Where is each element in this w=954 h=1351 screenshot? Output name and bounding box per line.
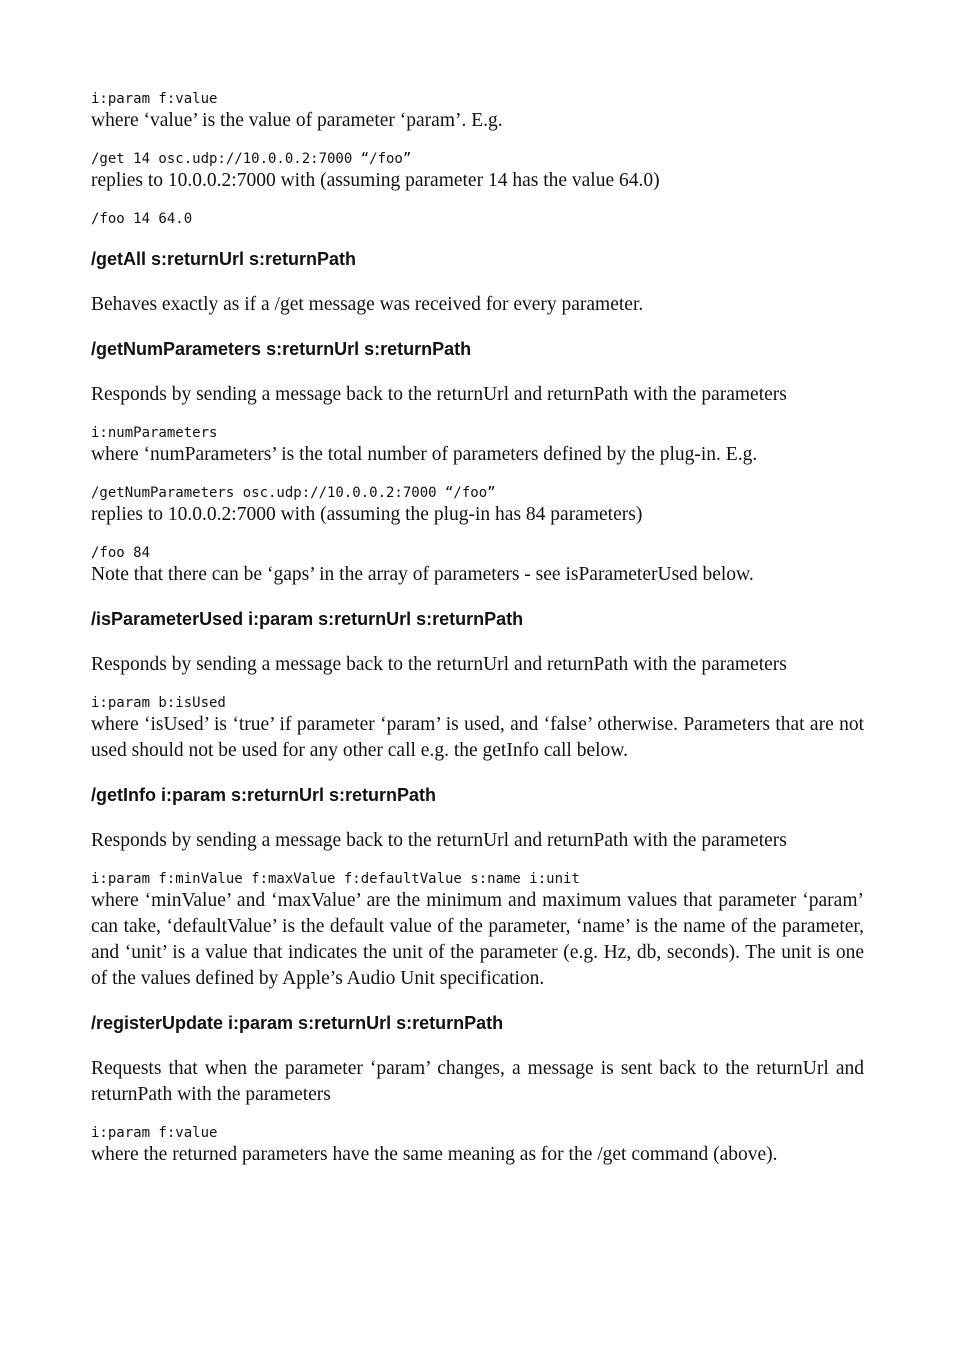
section-heading: /isParameterUsed i:param s:returnUrl s:returnPath — [91, 609, 524, 629]
code-line: /foo 14 64.0 — [91, 211, 193, 227]
paragraph: where ‘numParameters’ is the total number of parameters defined by the plug-in. E.g. — [91, 444, 758, 465]
paragraph: Responds by sending a message back to the returnUrl and returnPath with the parameters — [91, 654, 787, 675]
paragraph: Requests that when the parameter ‘param’ changes, a message is sent back to the returnUrl and returnPath with the parameters — [91, 1058, 864, 1105]
code-line: /get 14 osc.udp://10.0.0.2:7000 “/foo” — [91, 151, 412, 167]
paragraph: replies to 10.0.0.2:7000 with (assuming parameter 14 has the value 64.0) — [91, 170, 660, 191]
section-heading: /getNumParameters s:returnUrl s:returnPath — [91, 339, 472, 359]
paragraph: where ‘minValue’ and ‘maxValue’ are the minimum and maximum values that parameter ‘param’ can take, ‘defaultValue’ is the default value of the parameter, ‘name’ is the name of the parameter, and ‘unit’ is a value that indicates the unit of the parameter (e.g. Hz, db, seconds). The unit is one of the values defined by Apple’s Audio Unit specification. — [91, 890, 864, 989]
paragraph: Responds by sending a message back to the returnUrl and returnPath with the parameters — [91, 384, 787, 405]
code-line: i:param f:value — [91, 1125, 218, 1141]
code-line: /foo 84 — [91, 545, 151, 561]
code-line: i:param b:isUsed — [91, 695, 226, 711]
paragraph: Responds by sending a message back to the returnUrl and returnPath with the parameters — [91, 830, 787, 851]
code-line: i:param f:minValue f:maxValue f:defaultValue s:name i:unit — [91, 871, 580, 887]
paragraph: where ‘value’ is the value of parameter ‘param’. E.g. — [91, 110, 503, 131]
paragraph: replies to 10.0.0.2:7000 with (assuming the plug-in has 84 parameters) — [91, 504, 643, 525]
paragraph: Note that there can be ‘gaps’ in the array of parameters - see isParameterUsed below. — [91, 564, 754, 585]
section-heading: /getInfo i:param s:returnUrl s:returnPath — [91, 785, 437, 805]
paragraph: Behaves exactly as if a /get message was received for every parameter. — [91, 294, 644, 315]
paragraph: where the returned parameters have the same meaning as for the /get command (above). — [91, 1144, 778, 1165]
section-heading: /registerUpdate i:param s:returnUrl s:returnPath — [91, 1013, 504, 1033]
document-page — [91, 90, 864, 1168]
code-line: i:param f:value — [91, 91, 218, 107]
section-heading: /getAll s:returnUrl s:returnPath — [91, 249, 357, 269]
code-line: i:numParameters — [91, 425, 218, 441]
code-line: /getNumParameters osc.udp://10.0.0.2:7000 “/foo” — [91, 485, 496, 501]
paragraph: where ‘isUsed’ is ‘true’ if parameter ‘param’ is used, and ‘false’ otherwise. Parameters that are not used should not be used for any other call e.g. the getInfo call below. — [91, 714, 864, 761]
